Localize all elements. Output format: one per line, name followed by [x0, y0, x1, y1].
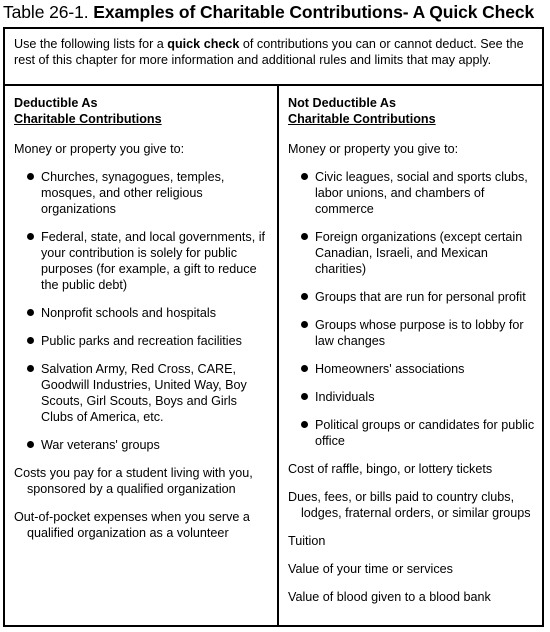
list-item-text: Nonprofit schools and hospitals	[41, 306, 217, 320]
bullet-icon	[301, 393, 308, 400]
list-item	[14, 169, 271, 217]
list-item-text: Groups whose purpose is to lobby for law changes	[315, 318, 524, 348]
list-item	[288, 229, 536, 277]
list-item-text: Groups that are run for personal profit	[315, 290, 526, 304]
bullet-icon	[301, 365, 308, 372]
deductible-intro: Money or property you give to:	[14, 142, 185, 156]
intro-text-bold: quick check	[167, 37, 240, 51]
list-item-text: Political groups or candidates for public office	[315, 418, 535, 448]
deductible-header-line1: Deductible As	[14, 96, 98, 110]
bullet-icon	[301, 321, 308, 328]
table-title	[3, 1, 534, 23]
quick-check-table	[3, 27, 544, 627]
bullet-icon	[301, 173, 308, 180]
bullet-icon	[27, 365, 34, 372]
list-item-text: Public parks and recreation facilities	[41, 334, 242, 348]
not-deductible-extra-item: Value of your time or services	[288, 562, 453, 576]
not-deductible-header-line1: Not Deductible As	[288, 96, 396, 110]
bullet-icon	[301, 233, 308, 240]
list-item-text: Salvation Army, Red Cross, CARE, Goodwill Industries, United Way, Boy Scouts, Girl Scouts, Boys and Girls Clubs of America, etc.	[41, 362, 247, 424]
list-item	[14, 229, 271, 293]
bullet-icon	[27, 309, 34, 316]
list-item-text: Civic leagues, social and sports clubs, labor unions, and chambers of commerce	[315, 170, 528, 216]
intro-text-before: Use the following lists for a	[14, 37, 168, 51]
list-item	[288, 289, 536, 305]
table-intro	[5, 29, 542, 86]
not-deductible-intro: Money or property you give to:	[288, 142, 459, 156]
bullet-icon	[27, 173, 34, 180]
deductible-extra-item: Out-of-pocket expenses when you serve a qualified organization as a volunteer	[14, 510, 250, 540]
deductible-header-line2: Charitable Contributions	[14, 112, 162, 126]
bullet-icon	[27, 233, 34, 240]
bullet-icon	[27, 441, 34, 448]
bullet-icon	[301, 421, 308, 428]
not-deductible-extra-item: Tuition	[288, 534, 326, 548]
list-item-text: Individuals	[315, 390, 375, 404]
not-deductible-extra-item: Dues, fees, or bills paid to country clubs, lodges, fraternal orders, or similar groups	[288, 490, 531, 520]
not-deductible-header	[288, 95, 536, 127]
not-deductible-header-line2: Charitable Contributions	[288, 112, 436, 126]
list-item	[14, 305, 271, 321]
list-item	[288, 169, 536, 217]
list-item	[288, 389, 536, 405]
list-item	[14, 333, 271, 349]
list-item	[288, 317, 536, 349]
list-item	[288, 417, 536, 449]
list-item	[14, 361, 271, 425]
deductible-list	[14, 169, 271, 453]
not-deductible-list	[288, 169, 536, 449]
not-deductible-extra-item: Value of blood given to a blood bank	[288, 590, 491, 604]
deductible-header	[14, 95, 271, 127]
table-title-prefix: Table 26-1.	[3, 2, 94, 22]
intro-text-after: of contributions you can or cannot deduct. See the rest of this chapter for more information and additional rules and limits that may apply.	[14, 37, 524, 67]
list-item	[288, 361, 536, 377]
bullet-icon	[301, 293, 308, 300]
list-item-text: Homeowners' associations	[315, 362, 465, 376]
list-item	[14, 437, 271, 453]
deductible-extra-item: Costs you pay for a student living with you, sponsored by a qualified organization	[14, 466, 253, 496]
bullet-icon	[27, 337, 34, 344]
list-item-text: War veterans' groups	[41, 438, 160, 452]
table-title-text: Examples of Charitable Contributions- A Quick Check	[93, 2, 535, 22]
list-item-text: Churches, synagogues, temples, mosques, and other religious organizations	[41, 170, 225, 216]
list-item-text: Foreign organizations (except certain Canadian, Israeli, and Mexican charities)	[315, 230, 523, 276]
not-deductible-column	[279, 86, 542, 625]
list-item-text: Federal, state, and local governments, if your contribution is solely for public purposes (for example, a gift to reduce the public debt)	[41, 230, 266, 292]
deductible-column	[5, 86, 279, 625]
not-deductible-extra-item: Cost of raffle, bingo, or lottery tickets	[288, 462, 493, 476]
